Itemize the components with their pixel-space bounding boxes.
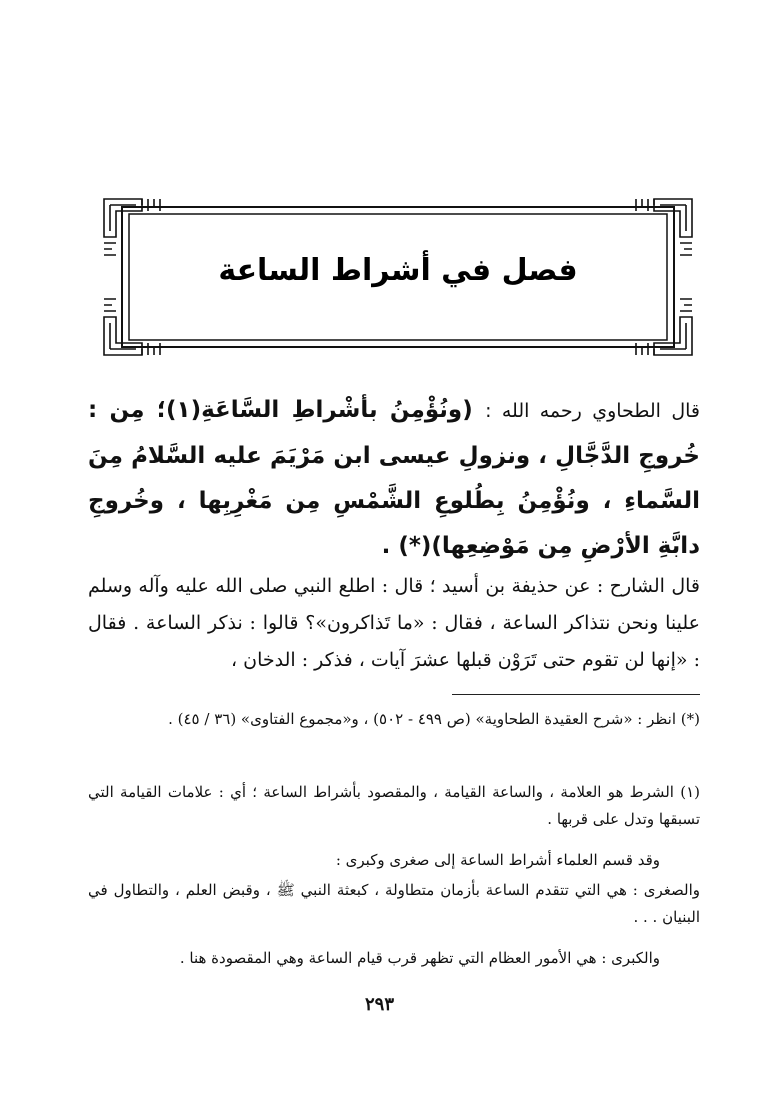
matn-text: (ونُؤْمِنُ بأشْراطِ السَّاعَةِ(١)؛ مِن : خُروجِ الدَّجَّالِ ، ونزولِ عيسى ابن مَرْيَمَ عليه السَّلامُ مِنَ السَّماءِ ، ونُؤْمِنُ بِطُلوعِ الشَّمْسِ مِن مَغْرِبِها ، وخُروجِ دابَّةِ الأرْضِ مِن مَوْضِعِها)(*) . bbox=[88, 397, 700, 559]
page-number: ٢٩٣ bbox=[364, 994, 394, 1015]
footnote-separator bbox=[452, 694, 700, 695]
sharh-paragraph: قال الشارح : عن حذيفة بن أسيد ؛ قال : اطلع النبي صلى الله عليه وآله وسلم علينا ونحن نتذاكر الساعة ، فقال : «ما تَذاكرون»؟ قالوا : نذكر الساعة . فقال : «إنها لن تقوم حتى تَرَوْن قبلها عشرَ آيات ، فذكر : الدخان ، bbox=[88, 575, 700, 671]
footnote-star: (*) انظر : «شرح العقيدة الطحاوية» (ص ٤٩٩ - ٥٠٢) ، و«مجموع الفتاوى» (٣٦ / ٤٥) . bbox=[168, 710, 700, 728]
footnote-1: (١) الشرط هو العلامة ، والساعة القيامة ، والمقصود بأشراط الساعة ؛ أي : علامات القيامة التي تسبقها وتدل على قربها . bbox=[88, 783, 700, 828]
footnote-1-major-signs: والكبرى : هي الأمور العظام التي تظهر قرب قيام الساعة وهي المقصودة هنا . bbox=[179, 949, 660, 967]
chapter-title: فصل في أشراط الساعة bbox=[218, 253, 578, 288]
matn-lead: قال الطحاوي رحمه الله : bbox=[485, 400, 700, 422]
chapter-title-frame bbox=[102, 197, 694, 357]
footnote-1-division: وقد قسم العلماء أشراط الساعة إلى صغرى وكبرى : bbox=[335, 851, 660, 869]
matn-paragraph bbox=[88, 388, 700, 569]
footnote-1-minor-signs: والصغرى : هي التي تتقدم الساعة بأزمان متطاولة ، كبعثة النبي ﷺ ، وقبض العلم ، والتطاول في البنيان . . . bbox=[88, 881, 700, 926]
